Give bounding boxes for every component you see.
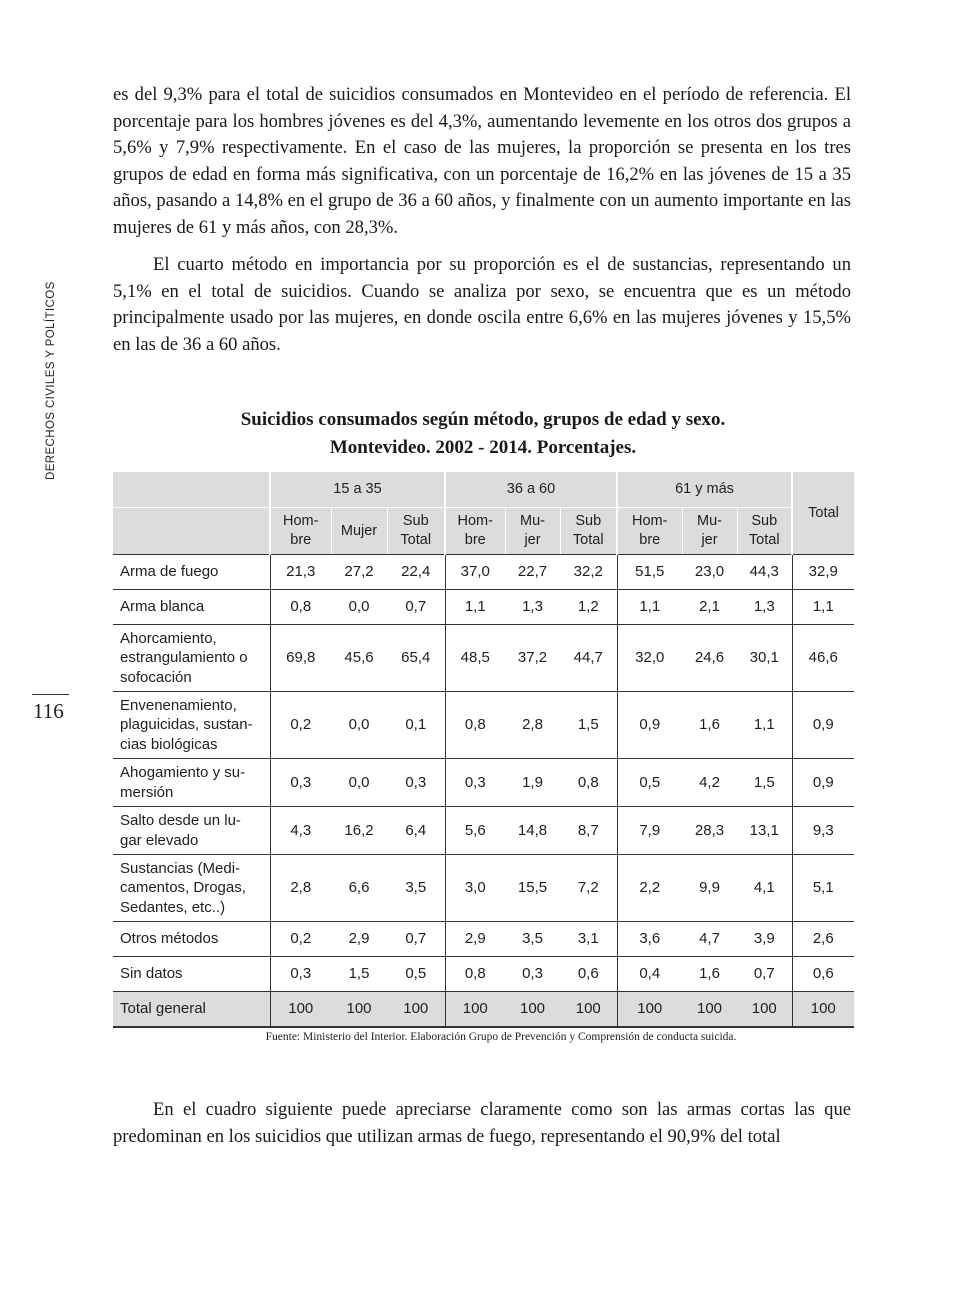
- row-label: [113, 759, 270, 807]
- row-label: [113, 957, 270, 992]
- row-label: [113, 855, 270, 922]
- table-cell: 5,6: [445, 807, 505, 855]
- table-cell: 8,7: [560, 807, 617, 855]
- table-cell: 0,0: [331, 759, 387, 807]
- table-cell: 9,3: [792, 807, 854, 855]
- table-cell: 1,3: [505, 590, 560, 625]
- table-cell: 1,1: [445, 590, 505, 625]
- table-row: [113, 759, 854, 807]
- table-cell: 0,3: [387, 759, 445, 807]
- table-cell: 22,4: [387, 555, 445, 590]
- row-label-line: Ahogamiento y su-: [120, 764, 246, 781]
- table-cell: 2,9: [445, 922, 505, 957]
- total-column-header: Total: [792, 472, 854, 555]
- table-cell: 32,9: [792, 555, 854, 590]
- table-cell: 0,9: [617, 692, 682, 759]
- table-cell: 1,9: [505, 759, 560, 807]
- sex-column-header: [445, 508, 505, 555]
- header-text-line: Sub: [575, 513, 602, 529]
- table-cell: 0,8: [445, 957, 505, 992]
- row-label: [113, 555, 270, 590]
- table-cell: 4,3: [270, 807, 331, 855]
- table-cell: 37,0: [445, 555, 505, 590]
- table-cell: 1,6: [682, 692, 737, 759]
- table-cell: 0,4: [617, 957, 682, 992]
- table-cell: 3,1: [560, 922, 617, 957]
- table-cell: 1,5: [737, 759, 792, 807]
- row-label-line: Otros métodos: [120, 930, 219, 948]
- table-cell: 100: [331, 992, 387, 1027]
- sex-column-header: [617, 508, 682, 555]
- suicide-method-table: [113, 472, 854, 1028]
- table-row: [113, 922, 854, 957]
- row-label-line: plaguicidas, sustan-: [120, 716, 253, 734]
- paragraph-text: En el cuadro siguiente puede apreciarse claramente como son las armas cortas las que predominan en los suicidios que utilizan armas de fuego, representando el 90,9% del total: [113, 1099, 851, 1147]
- table-cell: 2,9: [331, 922, 387, 957]
- row-label-line: Salto desde un lu-: [120, 812, 241, 829]
- table-cell: 37,2: [505, 625, 560, 692]
- header-text-line: Mu-: [697, 513, 722, 529]
- row-label-line: sofocación: [120, 668, 192, 686]
- row-label-line: camentos, Drogas,: [120, 879, 246, 897]
- sex-column-header: [560, 508, 617, 555]
- table-cell: 0,8: [445, 692, 505, 759]
- row-label: [113, 992, 270, 1027]
- table-cell: 0,0: [331, 692, 387, 759]
- header-text-line: jer: [524, 532, 541, 548]
- table-cell: 2,1: [682, 590, 737, 625]
- header-row-groups: [113, 472, 854, 508]
- table-cell: 22,7: [505, 555, 560, 590]
- body-paragraph-3: [113, 1097, 851, 1150]
- table-cell: 69,8: [270, 625, 331, 692]
- table-cell: 0,9: [792, 759, 854, 807]
- table-cell: 0,7: [387, 590, 445, 625]
- header-text-line: Total: [572, 532, 604, 548]
- table-cell: 3,5: [387, 855, 445, 922]
- table-cell: 0,9: [792, 692, 854, 759]
- table-cell: 7,2: [560, 855, 617, 922]
- table-cell: 0,3: [270, 759, 331, 807]
- header-text-line: Hom-: [632, 513, 668, 529]
- table-cell: 45,6: [331, 625, 387, 692]
- table-row: [113, 807, 854, 855]
- row-label: [113, 692, 270, 759]
- table-cell: 0,3: [505, 957, 560, 992]
- row-label-line: Envenenamiento,: [120, 696, 237, 714]
- row-label-line: Arma blanca: [120, 598, 205, 616]
- table-cell: 100: [445, 992, 505, 1027]
- age-group-header: 36 a 60: [445, 472, 617, 508]
- header-text-line: Sub: [751, 513, 778, 529]
- table-title: [113, 406, 853, 462]
- sex-column-header: [387, 508, 445, 555]
- header-row-sex: [113, 508, 854, 555]
- table-cell: 1,5: [331, 957, 387, 992]
- header-text-line: bre: [464, 532, 486, 548]
- table-cell: 0,3: [270, 957, 331, 992]
- header-text-line: Total: [400, 532, 432, 548]
- table-cell: 24,6: [682, 625, 737, 692]
- table-cell: 6,6: [331, 855, 387, 922]
- row-label: [113, 590, 270, 625]
- sex-column-header: [270, 508, 331, 555]
- table-source-note: Fuente: Ministerio del Interior. Elaboración Grupo de Prevención y Comprensión de conducta suicida.: [265, 1031, 737, 1043]
- age-group-header: 61 y más: [617, 472, 792, 508]
- page-number: 116: [33, 699, 64, 723]
- row-label-line: Sin datos: [120, 965, 183, 983]
- table-cell: 0,5: [387, 957, 445, 992]
- table-cell: 100: [505, 992, 560, 1027]
- table-cell: 0,7: [387, 922, 445, 957]
- table-cell: 1,3: [737, 590, 792, 625]
- table-cell: 21,3: [270, 555, 331, 590]
- sex-column-header: [682, 508, 737, 555]
- table-cell: 100: [387, 992, 445, 1027]
- table-cell: 0,1: [387, 692, 445, 759]
- table-cell: 7,9: [617, 807, 682, 855]
- sex-column-header: [505, 508, 560, 555]
- row-label-line: Sedantes, etc..): [120, 898, 226, 916]
- row-label-line: Ahorcamiento,: [120, 629, 217, 647]
- table-cell: 48,5: [445, 625, 505, 692]
- table-row: [113, 957, 854, 992]
- table-cell: 51,5: [617, 555, 682, 590]
- row-label-line: estrangulamiento o: [120, 649, 248, 667]
- table-cell: 1,1: [737, 692, 792, 759]
- table-cell: 6,4: [387, 807, 445, 855]
- table-cell: 65,4: [387, 625, 445, 692]
- table-cell: 0,8: [560, 759, 617, 807]
- table-title-line-1: Suicidios consumados según método, grupos de edad y sexo.: [240, 409, 726, 430]
- table-cell: 28,3: [682, 807, 737, 855]
- table-cell: 5,1: [792, 855, 854, 922]
- row-label-line: gar elevado: [120, 831, 199, 849]
- table-cell: 100: [270, 992, 331, 1027]
- table-cell: 100: [560, 992, 617, 1027]
- header-text-line: Hom-: [457, 513, 493, 529]
- page-number-rule: [32, 694, 69, 695]
- table-cell: 1,1: [617, 590, 682, 625]
- table-cell: 1,6: [682, 957, 737, 992]
- sex-column-header: [737, 508, 792, 555]
- table-cell: 2,8: [270, 855, 331, 922]
- header-text-line: bre: [639, 532, 661, 548]
- row-label-line: cias biológicas: [120, 735, 218, 753]
- table-cell: 3,6: [617, 922, 682, 957]
- header-text-line: Sub: [402, 513, 429, 529]
- header-text-line: Total: [748, 532, 780, 548]
- table-cell: 0,6: [792, 957, 854, 992]
- table-cell: 3,9: [737, 922, 792, 957]
- table-cell: 0,0: [331, 590, 387, 625]
- body-paragraph-2: [113, 252, 851, 358]
- header-corner-bottom: [113, 508, 270, 555]
- table-cell: 16,2: [331, 807, 387, 855]
- table-cell: 2,6: [792, 922, 854, 957]
- table-cell: 100: [617, 992, 682, 1027]
- header-text-line: jer: [701, 532, 718, 548]
- table-body: [113, 555, 854, 1027]
- table-cell: 1,5: [560, 692, 617, 759]
- table-cell: 100: [792, 992, 854, 1027]
- header-text-line: Mu-: [520, 513, 545, 529]
- table-cell: 14,8: [505, 807, 560, 855]
- row-label-line: Total general: [120, 1000, 206, 1017]
- table-cell: 0,3: [445, 759, 505, 807]
- row-label: [113, 807, 270, 855]
- table-cell: 4,7: [682, 922, 737, 957]
- table-cell: 3,5: [505, 922, 560, 957]
- table-cell: 27,2: [331, 555, 387, 590]
- table-cell: 15,5: [505, 855, 560, 922]
- table-cell: 3,0: [445, 855, 505, 922]
- table-cell: 100: [737, 992, 792, 1027]
- table-cell: 0,8: [270, 590, 331, 625]
- paragraph-text: es del 9,3% para el total de suicidios consumados en Montevideo en el período de referencia. El porcentaje para los hombres jóvenes es del 4,3%, aumentando levemente en los otros dos grupos a 5,6% y 7,9% respectivamente. En el caso de las mujeres, la proporción se presenta en los tres grupos de edad en forma más significativa, con un porcentaje de 16,2% en las jóvenes de 15 a 35 años, pasando a 14,8% en el grupo de 36 a 60 años, y finalmente con un aumento importante en las mujeres de 61 y más años, con 28,3%.: [113, 84, 851, 238]
- table-cell: 46,6: [792, 625, 854, 692]
- row-label: [113, 922, 270, 957]
- age-group-header: 15 a 35: [270, 472, 445, 508]
- header-text-line: Hom-: [283, 513, 319, 529]
- row-label-line: mersión: [120, 783, 174, 801]
- paragraph-text: El cuarto método en importancia por su proporción es el de sustancias, representando un 5,1% en el total de suicidios. Cuando se analiza por sexo, se encuentra que es un método principalmente usado por las mujeres, en donde oscila entre 6,6% en las mujeres jóvenes y 15,5% en las de 36 a 60 años.: [113, 254, 851, 355]
- table-title-line-2: Montevideo. 2002 - 2014. Porcentajes.: [329, 437, 637, 458]
- table-cell: 32,2: [560, 555, 617, 590]
- table-cell: 0,2: [270, 692, 331, 759]
- table-cell: 0,2: [270, 922, 331, 957]
- row-label: [113, 625, 270, 692]
- table-cell: 0,7: [737, 957, 792, 992]
- table-cell: 44,3: [737, 555, 792, 590]
- table-cell: 9,9: [682, 855, 737, 922]
- table-cell: 44,7: [560, 625, 617, 692]
- table-cell: 0,6: [560, 957, 617, 992]
- table-cell: 13,1: [737, 807, 792, 855]
- table-cell: 23,0: [682, 555, 737, 590]
- header-corner-top: [113, 472, 270, 508]
- table-cell: 2,8: [505, 692, 560, 759]
- table-row: [113, 625, 854, 692]
- header-text-line: Mujer: [340, 522, 378, 539]
- table-row: [113, 590, 854, 625]
- table-cell: 1,1: [792, 590, 854, 625]
- row-label-line: Arma de fuego: [120, 563, 219, 581]
- sex-column-header: [331, 508, 387, 555]
- table-row: [113, 855, 854, 922]
- table-row: [113, 555, 854, 590]
- table-cell: 1,2: [560, 590, 617, 625]
- table-cell: 100: [682, 992, 737, 1027]
- table-cell: 32,0: [617, 625, 682, 692]
- row-label-line: Sustancias (Medi-: [120, 859, 241, 877]
- table-cell: 0,5: [617, 759, 682, 807]
- table-cell: 4,1: [737, 855, 792, 922]
- running-header-section: DERECHOS CIVILES Y POLÍTICOS: [45, 281, 57, 480]
- table-row: [113, 692, 854, 759]
- table-cell: 4,2: [682, 759, 737, 807]
- table-cell: 2,2: [617, 855, 682, 922]
- table-cell: 30,1: [737, 625, 792, 692]
- table-row: [113, 992, 854, 1027]
- header-text-line: bre: [290, 532, 312, 548]
- body-paragraph-1: [113, 82, 851, 241]
